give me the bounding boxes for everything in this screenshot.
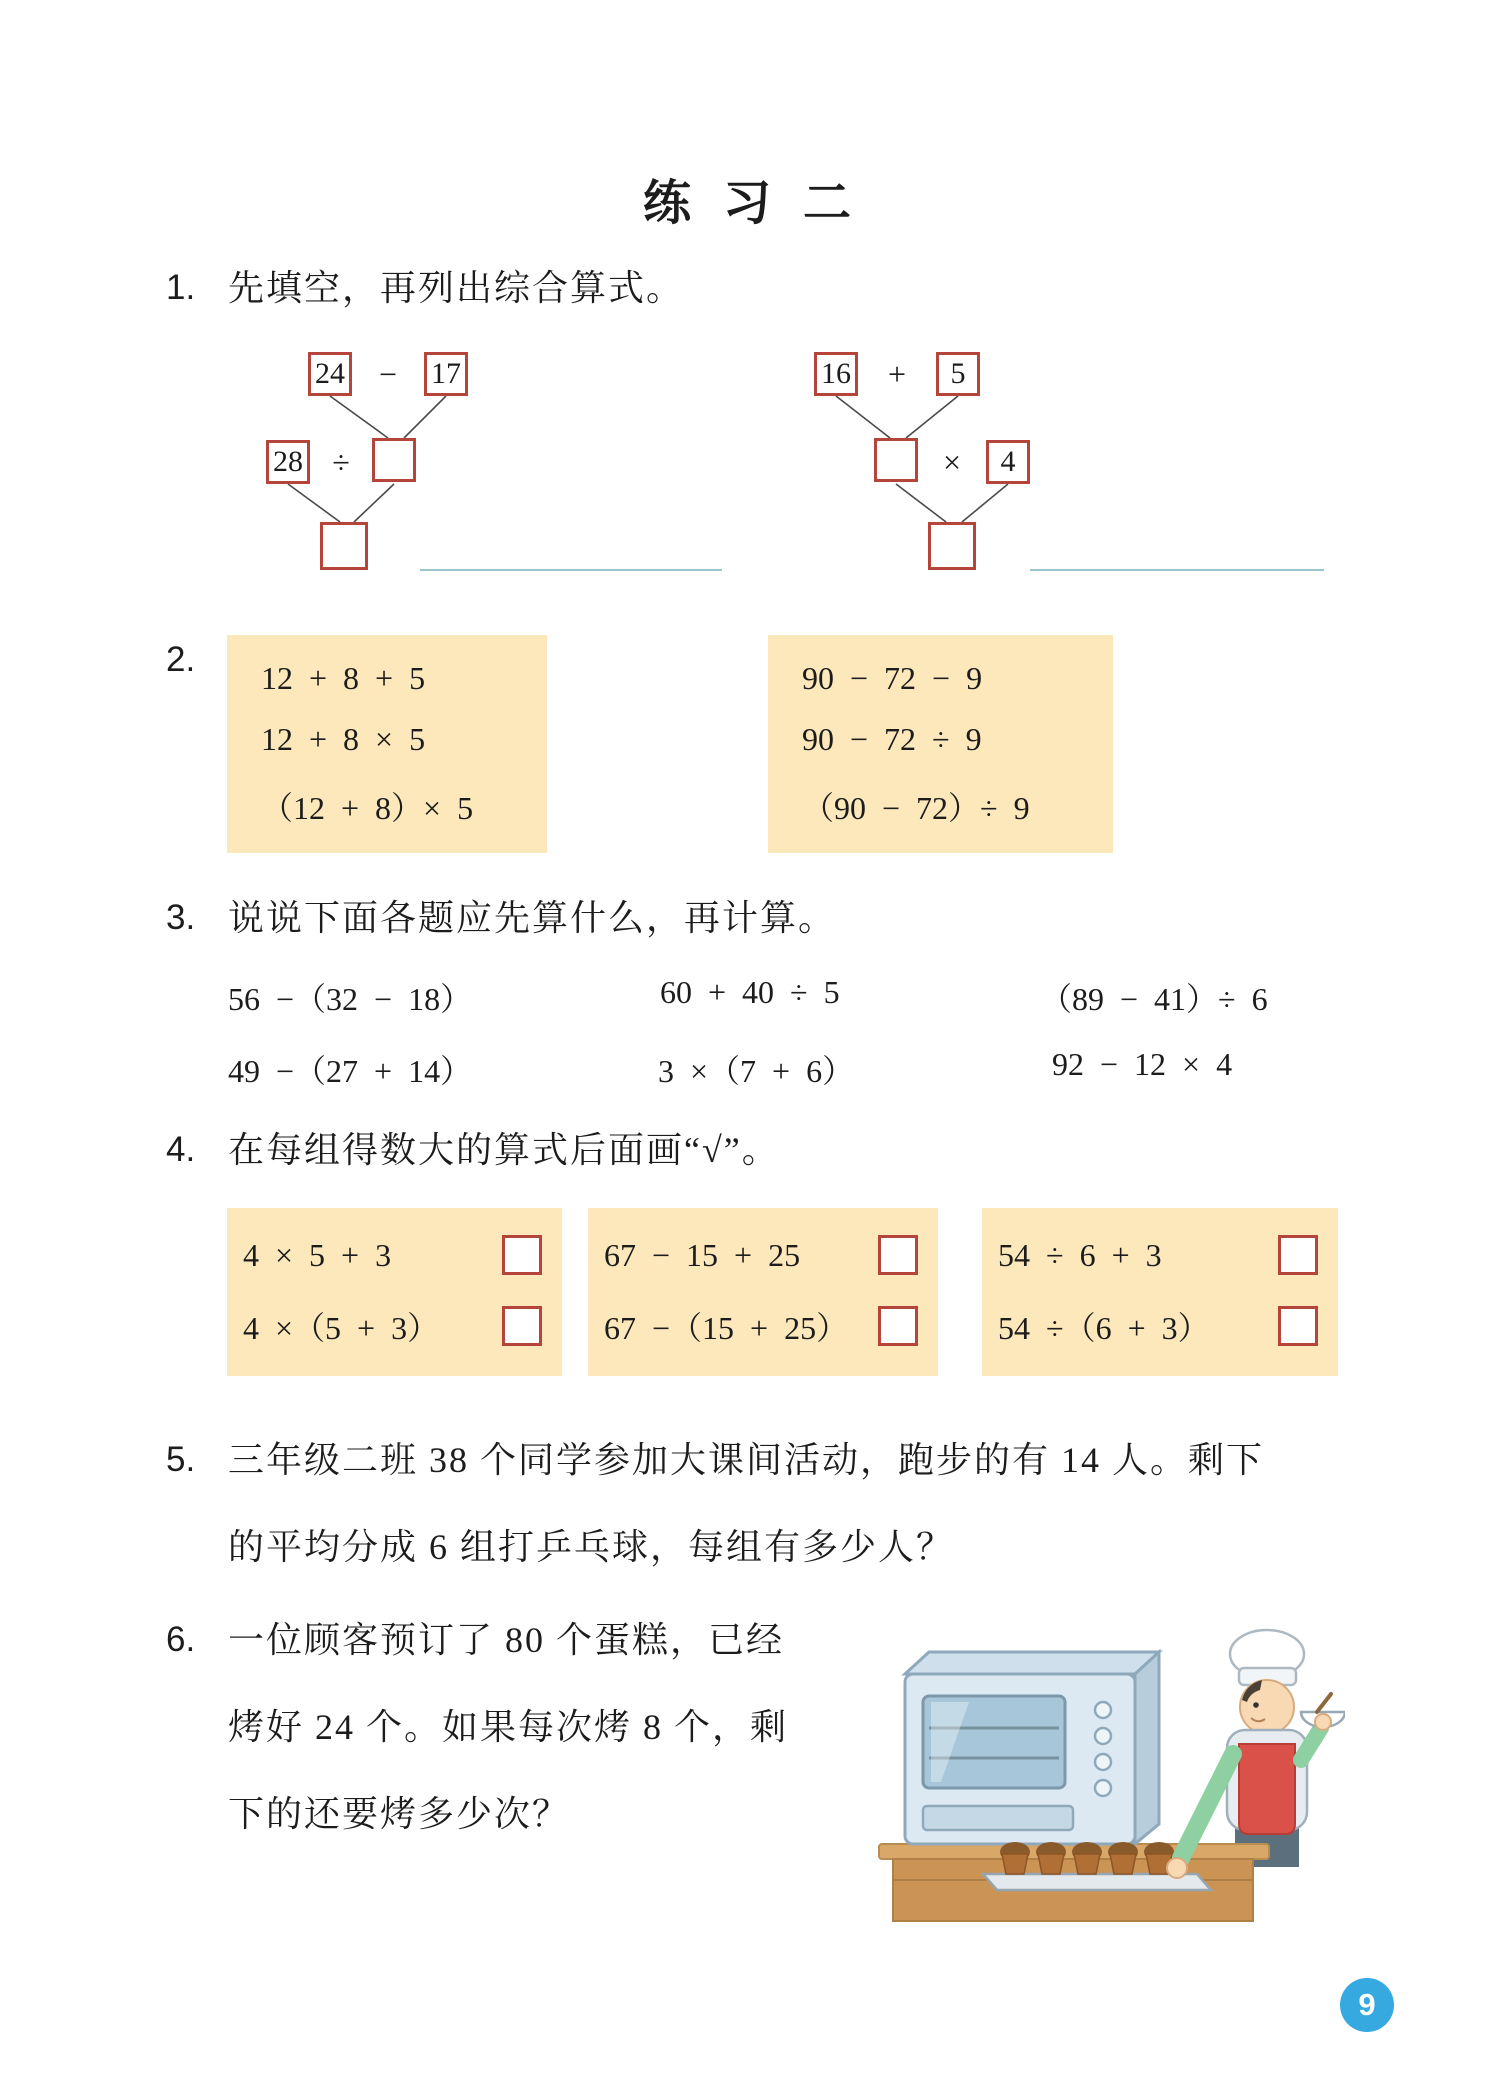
problem3-text: 说说下面各题应先算什么，再计算。 xyxy=(228,898,837,938)
tree2-number-box xyxy=(936,352,980,396)
expression: 90 − 72 ÷ 9 xyxy=(802,721,982,757)
option-row xyxy=(243,1303,542,1349)
option-row xyxy=(604,1235,918,1275)
expression: 67 −（15 + 25） xyxy=(604,1309,849,1346)
tree1-value-a: 24 xyxy=(315,357,345,390)
tree1-number-box xyxy=(424,352,468,396)
expression: 92 − 12 × 4 xyxy=(1052,1046,1233,1082)
tree1-answer-line[interactable] xyxy=(420,568,722,571)
oven xyxy=(905,1652,1159,1844)
tree2-value-b: 5 xyxy=(950,357,966,390)
expression: 56 −（32 − 18） xyxy=(228,981,473,1017)
problem4-group-2 xyxy=(588,1208,938,1376)
tree2-number-box xyxy=(986,440,1030,484)
expression: 12 + 8 + 5 xyxy=(261,659,426,696)
problem6-text-line3: 下的还要烤多少次？ xyxy=(228,1794,571,1834)
expression: 54 ÷（6 + 3） xyxy=(998,1309,1210,1346)
problem1-number: 1. xyxy=(166,268,196,307)
tree1-value-c: 28 xyxy=(273,445,303,478)
option-row xyxy=(604,1303,918,1349)
problem5-text-line2: 的平均分成 6 组打乒乓球，每组有多少人？ xyxy=(228,1527,955,1567)
tree1-fill-box-mid[interactable] xyxy=(372,438,416,482)
tree1-number-box xyxy=(308,352,352,396)
problem4-group-3 xyxy=(982,1208,1338,1376)
tree1-operator-2: ÷ xyxy=(332,444,350,480)
problem3-number: 3. xyxy=(166,898,196,937)
expression: 12 + 8 × 5 xyxy=(261,721,426,757)
checkbox[interactable] xyxy=(1278,1235,1318,1275)
expression: 49 −（27 + 14） xyxy=(228,1053,473,1089)
problem5-text-line1: 三年级二班 38 个同学参加大课间活动，跑步的有 14 人。剩下 xyxy=(228,1440,1265,1480)
expression: 4 × 5 + 3 xyxy=(243,1236,392,1273)
checkbox[interactable] xyxy=(502,1306,542,1346)
checkbox[interactable] xyxy=(878,1235,918,1275)
problem4-text: 在每组得数大的算式后面画“√”。 xyxy=(228,1130,780,1170)
problem4-group-1 xyxy=(227,1208,562,1376)
expression: （89 − 41）÷ 6 xyxy=(1040,981,1268,1017)
expression: 54 ÷ 6 + 3 xyxy=(998,1236,1162,1273)
problem6-text-line2: 烤好 24 个。如果每次烤 8 个，剩 xyxy=(228,1707,789,1747)
tree2-fill-box-result[interactable] xyxy=(928,522,976,570)
tree2-answer-line[interactable] xyxy=(1030,568,1324,571)
expression: 3 ×（7 + 6） xyxy=(658,1053,855,1089)
problem2-right-box xyxy=(768,635,1113,853)
tree1-number-box xyxy=(266,440,310,484)
expression: 60 + 40 ÷ 5 xyxy=(660,974,840,1010)
chef-figure xyxy=(1227,1630,1345,1867)
checkbox[interactable] xyxy=(878,1306,918,1346)
tree2-operator-1: + xyxy=(887,356,907,392)
option-row xyxy=(998,1235,1318,1275)
tree2-number-box xyxy=(814,352,858,396)
page-title: 练 习 二 xyxy=(642,177,861,230)
tree2-operator-2: × xyxy=(942,444,962,480)
page-number-badge xyxy=(1340,1978,1394,2032)
option-row xyxy=(243,1235,542,1275)
tree2-value-a: 16 xyxy=(821,357,851,390)
option-row xyxy=(998,1303,1318,1349)
tree1-operator-1: − xyxy=(378,356,398,392)
tree1-value-b: 17 xyxy=(431,357,461,390)
problem1-diagrams xyxy=(0,330,1504,620)
problem4-number: 4. xyxy=(166,1130,196,1169)
problem1-text: 先填空，再列出综合算式。 xyxy=(228,268,685,308)
tree2-fill-box-mid[interactable] xyxy=(874,438,918,482)
expression: 4 ×（5 + 3） xyxy=(243,1309,440,1346)
expression: （90 − 72）÷ 9 xyxy=(802,789,1030,826)
expression: （12 + 8）× 5 xyxy=(261,789,474,826)
checkbox[interactable] xyxy=(502,1235,542,1275)
expression: 67 − 15 + 25 xyxy=(604,1236,801,1273)
tree2-value-c: 4 xyxy=(1000,445,1016,478)
baker-illustration xyxy=(865,1612,1345,1932)
expression: 90 − 72 − 9 xyxy=(802,659,983,696)
checkbox[interactable] xyxy=(1278,1306,1318,1346)
problem2-left-box xyxy=(227,635,547,853)
problem5-number: 5. xyxy=(166,1440,196,1479)
page-number: 9 xyxy=(1358,1987,1376,2022)
tree1-fill-box-result[interactable] xyxy=(320,522,368,570)
problem2-number: 2. xyxy=(166,640,196,679)
problem6-number: 6. xyxy=(166,1620,196,1659)
problem6-text-line1: 一位顾客预订了 80 个蛋糕，已经 xyxy=(228,1620,785,1660)
tree-connector-lines xyxy=(0,330,1504,620)
